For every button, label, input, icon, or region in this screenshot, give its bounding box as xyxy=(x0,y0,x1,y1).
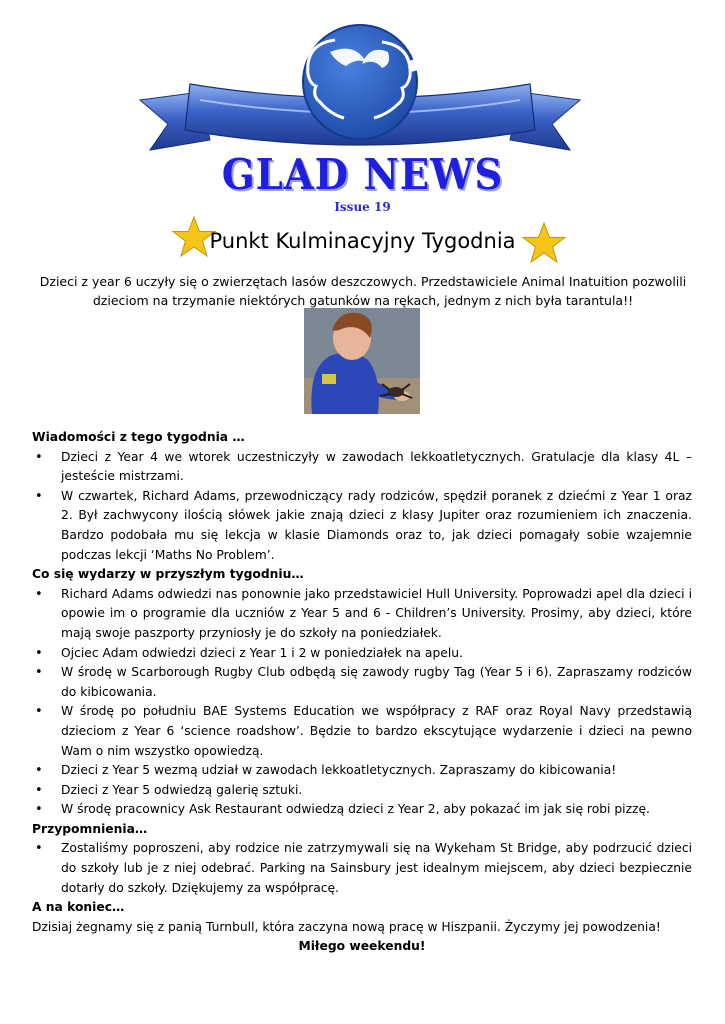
news-list xyxy=(32,448,692,566)
list-item: • W środę w Scarborough Rugby Club odbędą się zawody rugby Tag (Year 5 i 6). Zapraszamy rodziców do kibicowania. xyxy=(32,663,692,702)
issue-number: Issue 19 xyxy=(334,200,391,214)
list-item: • Dzieci z Year 4 we wtorek uczestniczyły w zawodach lekkoatletycznych. Gratulacje dla klasy 4L – jesteście mistrzami. xyxy=(32,448,692,487)
tarantula-photo xyxy=(304,308,420,414)
list-item: • Dzieci z Year 5 odwiedzą galerię sztuki. xyxy=(32,781,692,801)
next-week-list xyxy=(32,585,692,820)
list-item: • Zostaliśmy poproszeni, aby rodzice nie zatrzymywali się na Wykeham St Bridge, aby podrzucić dzieci do szkoły lub je z niej odebrać. Parking na Sainsbury jest idealnym miejscem, aby dzieci bezpiecznie dotarły do szkoły. Dziękujemy za współpracę. xyxy=(32,839,692,898)
farewell-text: Dzisiaj żegnamy się z panią Turnbull, która zaczyna nową pracę w Hiszpanii. Życzymy jej powodzenia! xyxy=(32,919,661,934)
newsletter-body xyxy=(32,428,692,957)
section-heading-next-week: Co się wydarzy w przyszłym tygodniu… xyxy=(32,567,304,582)
list-item: • W środę po południu BAE Systems Education we współpracy z RAF oraz Royal Navy przedstawią dzieciom z Year 6 ‘science roadshow’. Będzie to bardzo ekscytujące wydarzenie i dzieci na pewno Wam o nim wszystko opowiedzą. xyxy=(32,702,692,761)
newsletter-title: GLAD NEWS xyxy=(221,150,504,199)
list-item: • W środę pracownicy Ask Restaurant odwiedzą dzieci z Year 2, aby pokazać im jak się robi pizzę. xyxy=(32,800,692,820)
list-item: • W czwartek, Richard Adams, przewodniczący rady rodziców, spędził poranek z dziećmi z Year 1 oraz 2. Był zachwycony ilością słówek jakie znają dzieci z klasy Jupiter oraz rozumieniem ich znaczenia. Bardzo podobała mu się lekcja w klasie Diamonds oraz to, jak dzieci pomagały sobie wzajemnie podczas lekcji ‘Maths No Problem’. xyxy=(32,487,692,565)
list-item: • Dzieci z Year 5 wezmą udział w zawodach lekkoatletycznych. Zapraszamy do kibicowania! xyxy=(32,761,692,781)
section-heading-news: Wiadomości z tego tygodnia … xyxy=(32,430,245,444)
headline: Punkt Kulminacyjny Tygodnia xyxy=(209,229,516,253)
signoff: Miłego weekendu! xyxy=(298,939,426,954)
section-heading-finally: A na koniec… xyxy=(32,900,125,915)
list-item: • Richard Adams odwiedzi nas ponownie jako przedstawiciel Hull University. Poprowadzi apel dla dzieci i opowie im o programie dla uczniów z Year 5 and 6 - Children’s University. Prosimy, aby dzieci, które mają swoje paszporty przyniosły je do szkoły na poniedziałek. xyxy=(32,585,692,644)
reminders-list xyxy=(32,839,692,898)
section-heading-reminders: Przypomnienia… xyxy=(32,821,148,836)
intro-text: Dzieci z year 6 uczyły się o zwierzętach lasów deszczowych. Przedstawiciele Animal Inatuition pozwolili dzieciom na trzymanie niektórych gatunków na rękach, jednym z nich była tarantula!! xyxy=(39,274,687,308)
list-item: • Ojciec Adam odwiedzi dzieci z Year 1 i 2 w poniedziałek na apelu. xyxy=(32,644,692,664)
